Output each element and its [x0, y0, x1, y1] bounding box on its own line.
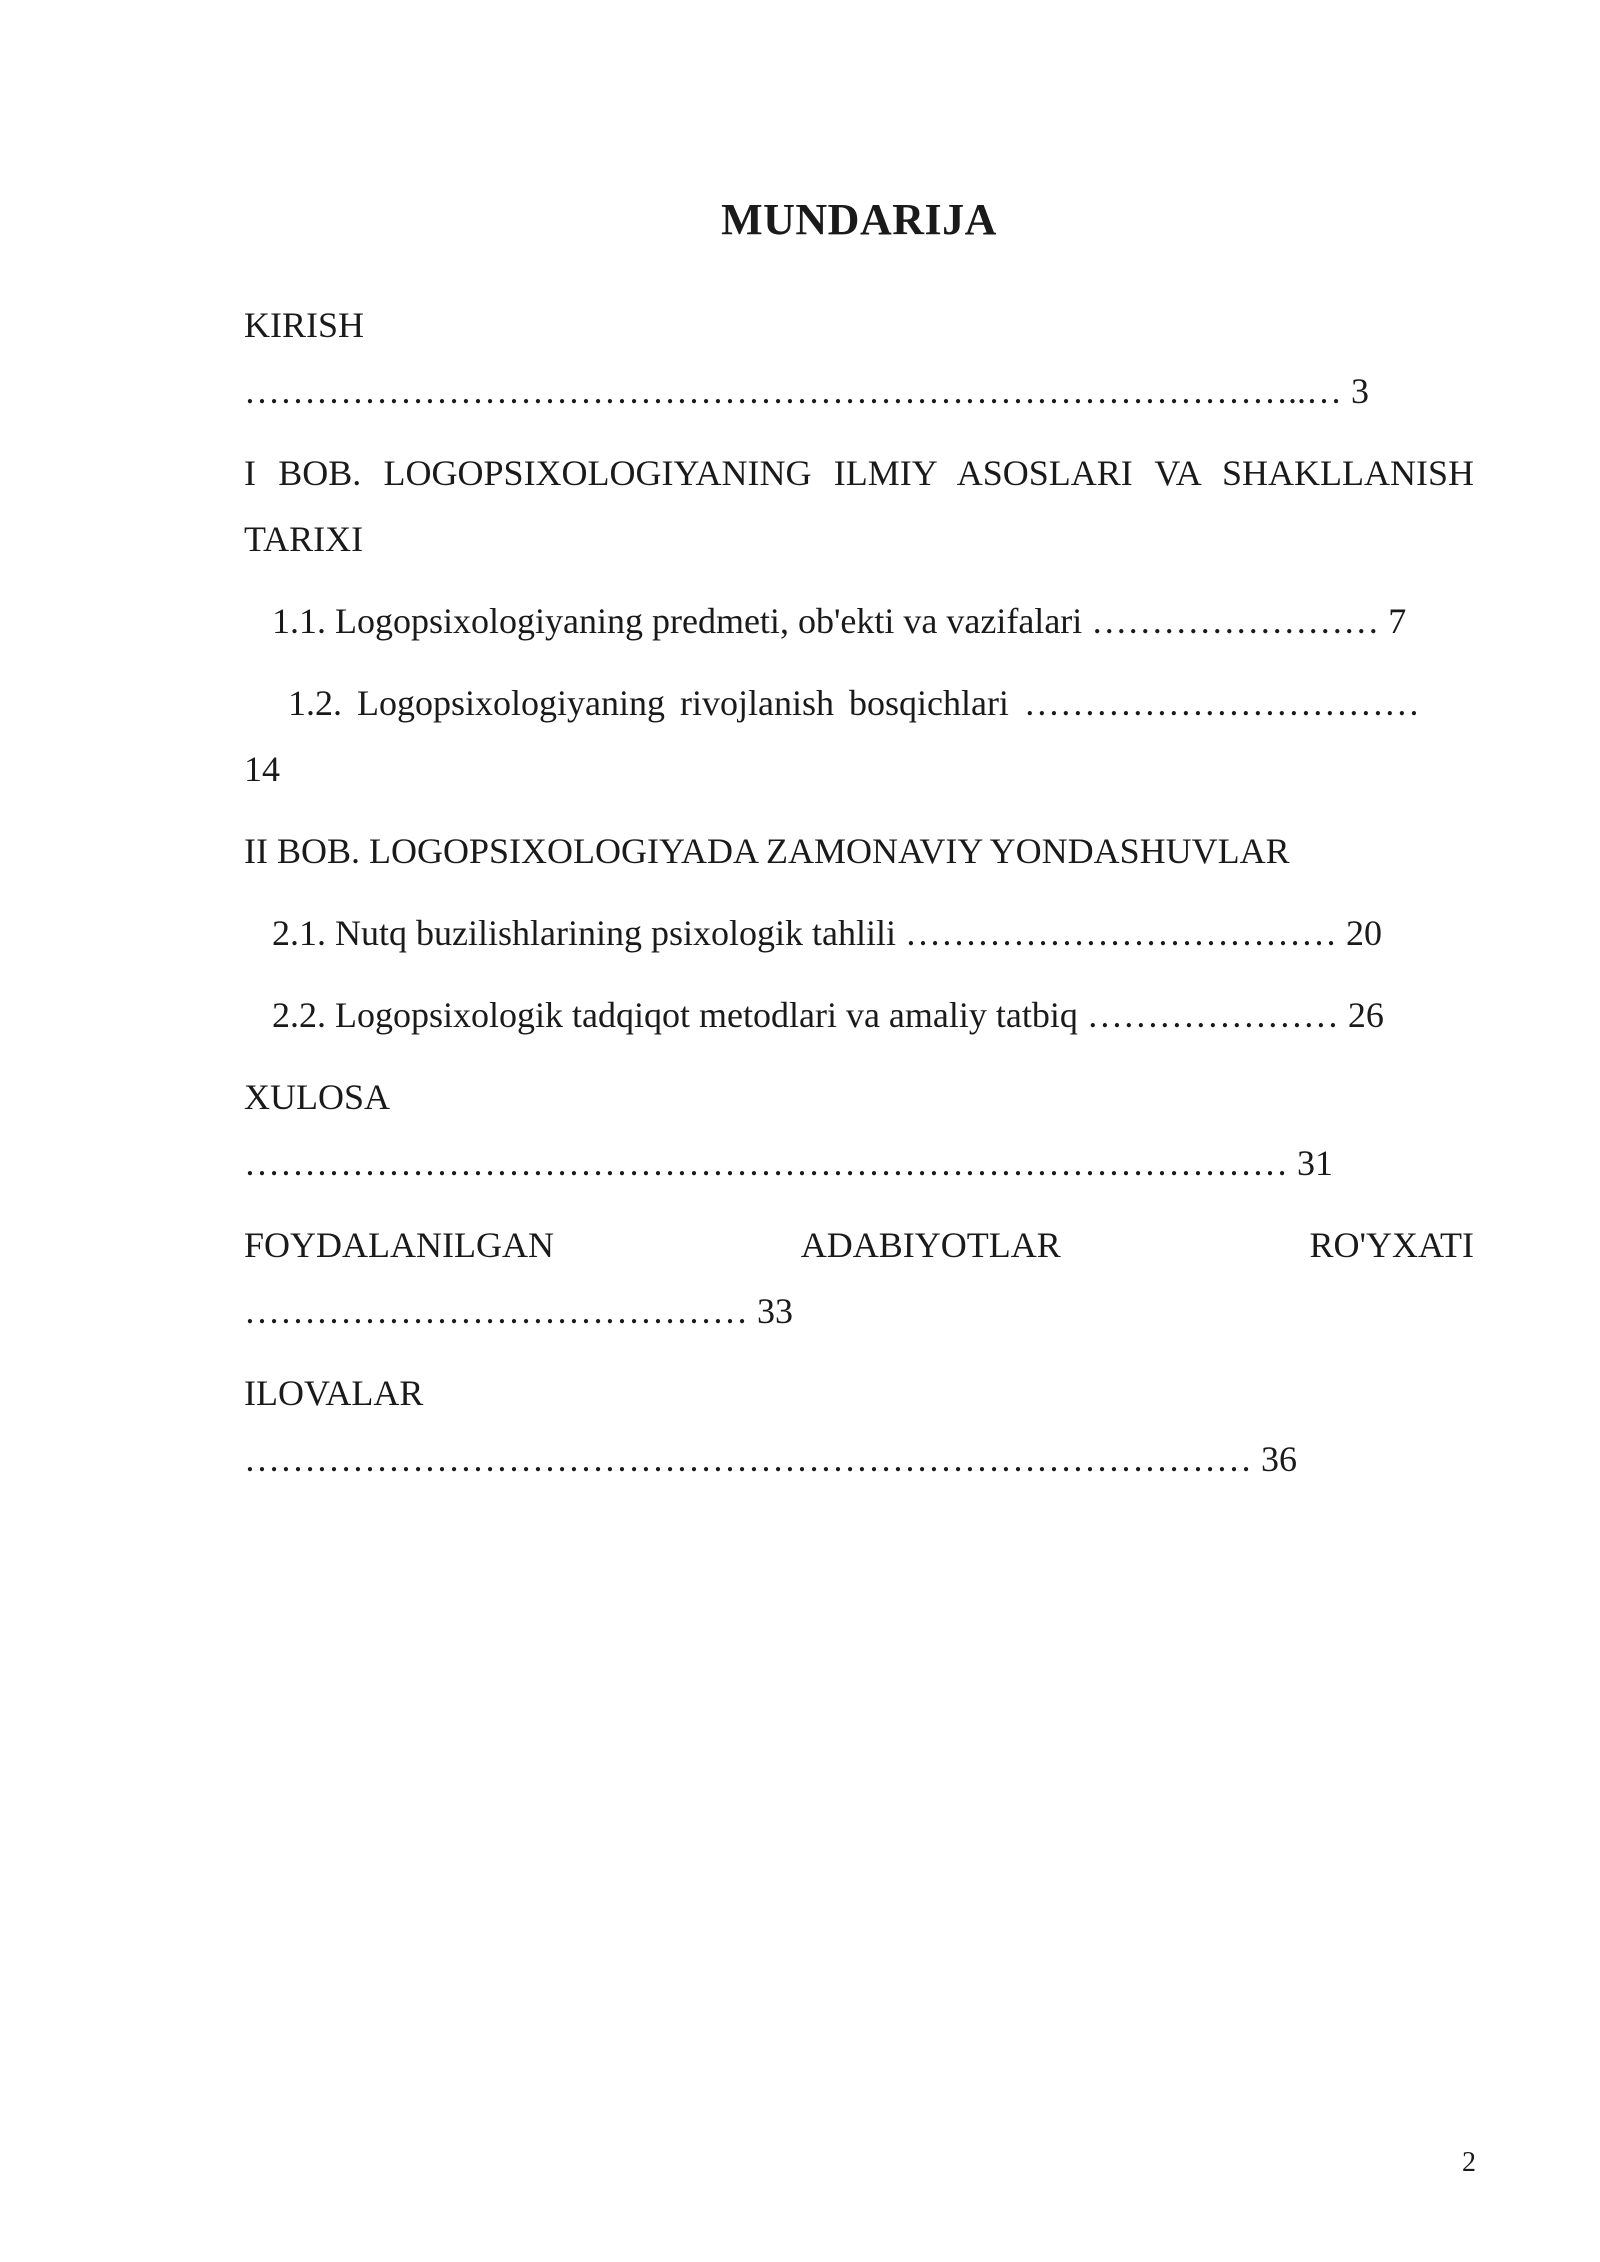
toc-entry-section-2-1[interactable]	[244, 900, 1474, 966]
toc-entry-heading: 2.1. Nutq buzilishlarining psixologik tahlili ……………………………… 20	[272, 913, 1382, 953]
document-title: MUNDARIJA	[721, 195, 997, 244]
toc-entry-heading: 1.1. Logopsixologiyaning predmeti, ob'ekti va vazifalari …………………… 7	[272, 601, 1407, 641]
toc-entry-heading: FOYDALANILGAN ADABIYOTLAR RO'YXATI	[244, 1225, 1474, 1265]
toc-entry-leader-page: …………………………………… 33	[244, 1291, 793, 1331]
toc-entry-section-1-2[interactable]	[244, 670, 1474, 802]
toc-entry-kirish[interactable]	[244, 292, 1474, 424]
toc-entry-xulosa[interactable]	[244, 1064, 1474, 1196]
toc-entry-heading: 2.2. Logopsixologik tadqiqot metodlari va amaliy tatbiq ………………… 26	[272, 995, 1384, 1035]
toc-entry-leader-page: …………………………………………………………………………… 31	[244, 1143, 1333, 1183]
table-of-contents	[244, 292, 1474, 1508]
toc-entry-heading-continued: TARIXI	[244, 519, 364, 559]
toc-entry-heading: 1.2. Logopsixologiyaning rivojlanish bosqichlari ……………………………	[288, 683, 1420, 723]
toc-entry-adabiyotlar[interactable]	[244, 1212, 1474, 1344]
toc-entry-heading: KIRISH	[244, 305, 365, 345]
toc-entry-heading: I BOB. LOGOPSIXOLOGIYANING ILMIY ASOSLARI VA SHAKLLANISH	[244, 453, 1474, 493]
toc-entry-section-2-2[interactable]	[244, 982, 1474, 1048]
toc-entry-leader-page: ……………………………………………………………………………..… 3	[244, 371, 1369, 411]
toc-entry-chapter-2[interactable]	[244, 818, 1474, 884]
toc-entry-leader-page: ………………………………………………………………………… 36	[244, 1439, 1297, 1479]
toc-entry-heading: ILOVALAR	[244, 1373, 424, 1413]
page-number: 2	[1462, 2147, 1476, 2178]
toc-entry-section-1-1[interactable]	[244, 588, 1474, 654]
toc-entry-ilovalar[interactable]	[244, 1360, 1474, 1492]
toc-entry-page: 14	[244, 749, 280, 789]
toc-entry-chapter-1[interactable]	[244, 440, 1474, 572]
toc-entry-heading: XULOSA	[244, 1077, 391, 1117]
toc-entry-heading: II BOB. LOGOPSIXOLOGIYADA ZAMONAVIY YONDASHUVLAR	[244, 831, 1290, 871]
